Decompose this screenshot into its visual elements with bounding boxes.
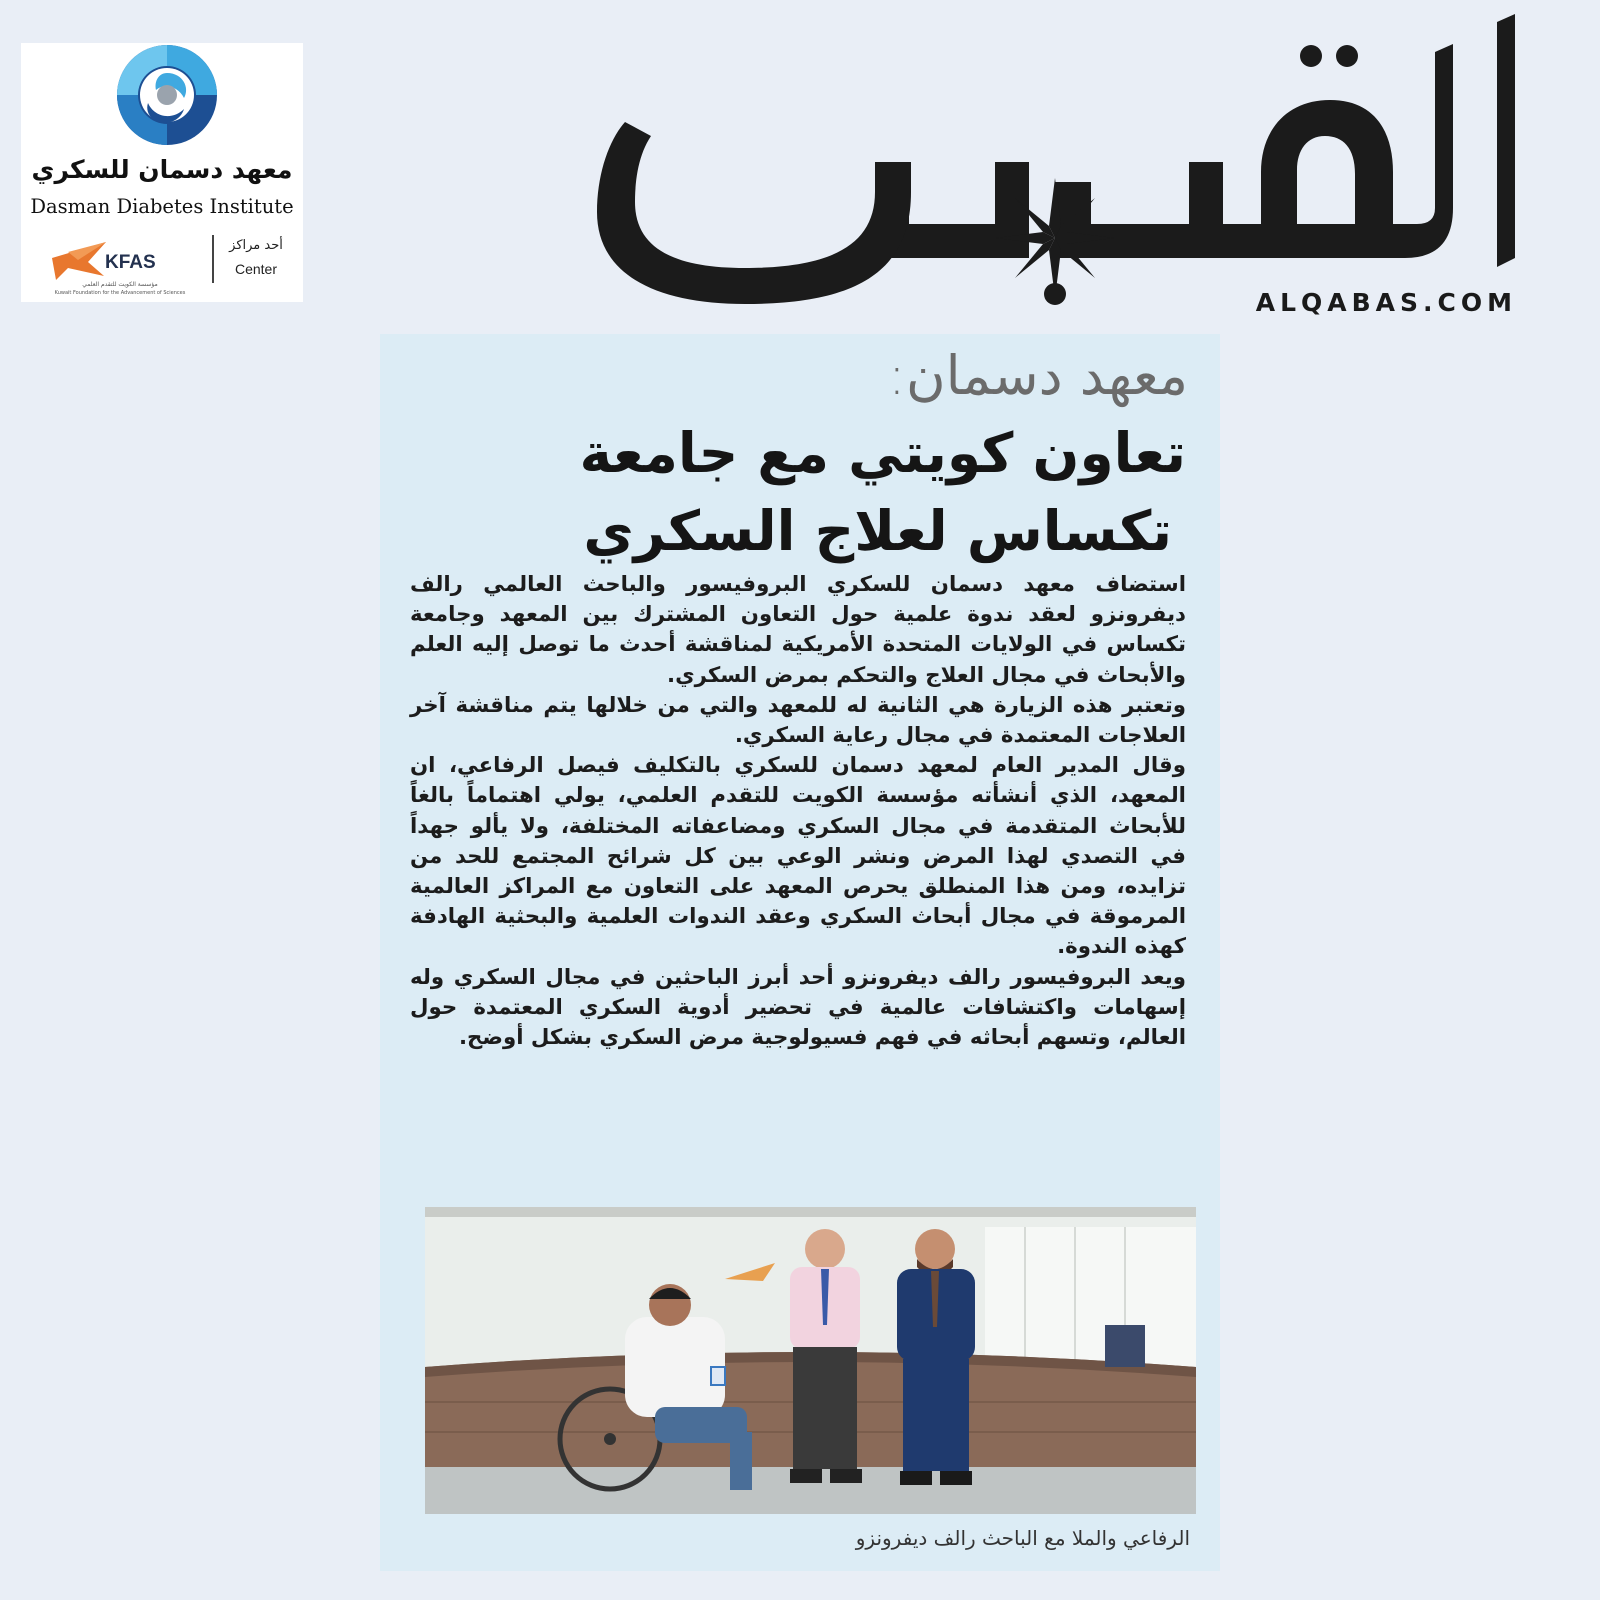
- newspaper-masthead: [585, 12, 1545, 322]
- center-label-arabic: أحد مراكز: [229, 238, 283, 253]
- article-photo-illustration: [425, 1207, 1196, 1514]
- institute-logo: [21, 43, 303, 302]
- kfas-full-name-arabic: مؤسسة الكويت للتقدم العلمي: [82, 281, 158, 288]
- logo-divider: [212, 235, 214, 283]
- article-paragraph: وقال المدير العام لمعهد دسمان للسكري بالتكليف فيصل الرفاعي، ان المعهد، الذي أنشأته مؤسسة الكويت للتقدم العلمي، يولي اهتماماً بالغاً للأبحاث المتقدمة في مجال السكري ومضاعفاته المختلفة، ولا يألو جهداً في التصدي لهذا المرض ونشر الوعي بين كل شرائح المجتمع للحد من تزايده، ومن هذا المنطلق يحرص المعهد على التعاون مع المراكز العالمية المرموقة في مجال أبحاث السكري وعقد الندوات العلمية والبحثية الهادفة كهذه الندوة.: [410, 753, 1186, 960]
- alqabas-logo: [585, 12, 1545, 322]
- institute-name-english: Dasman Diabetes Institute: [30, 195, 294, 218]
- article-paragraph: استضاف معهد دسمان للسكري البروفيسور والباحث العالمي رالف ديفرونزو لعقد ندوة علمية حول التعاون المشترك بين المعهد وجامعة تكساس في الولايات المتحدة الأمريكية لمناقشة أحدث ما توصل إليه العلم والأبحاث في مجال العلاج والتحكم بمرض السكري.: [410, 572, 1186, 688]
- article-clipping: [380, 334, 1220, 1571]
- newspaper-url: ALQABAS.COM: [1255, 288, 1517, 317]
- photo-caption: الرفاعي والملا مع الباحث رالف ديفرونزو: [855, 1526, 1190, 1550]
- institute-emblem-icon: [108, 43, 226, 153]
- kfas-full-name-english: Kuwait Foundation for the Advancement of Sciences: [54, 290, 186, 296]
- article-body: [410, 570, 1186, 1053]
- institute-name-arabic: معهد دسمان للسكري: [31, 155, 293, 184]
- article-photo: [425, 1207, 1196, 1514]
- kfas-full-name: [45, 281, 195, 297]
- article-paragraph: وتعتبر هذه الزيارة هي الثانية له للمعهد والتي من خلالها يتم مناقشة آخر العلاجات المعتمدة في مجال رعاية السكري.: [410, 692, 1186, 749]
- article-paragraph: ويعد البروفيسور رالف ديفرونزو أحد أبرز الباحثين في مجال السكري وله إسهامات واكتشافات عالمية في تحضير أدوية السكري المعتمدة حول العالم، وتسهم أبحاثه في فهم فسيولوجية مرض السكري بشكل أوضح.: [410, 964, 1186, 1051]
- kfas-star-icon: [48, 236, 108, 282]
- kfas-wordmark: KFAS: [105, 252, 156, 273]
- article-kicker: معهد دسمان:: [887, 344, 1188, 407]
- article-headline: [426, 414, 1186, 570]
- center-label-english: Center: [234, 261, 278, 277]
- headline-line-1: تعاون كويتي مع جامعة: [579, 421, 1186, 485]
- headline-line-2: تكساس لعلاج السكري: [583, 499, 1172, 563]
